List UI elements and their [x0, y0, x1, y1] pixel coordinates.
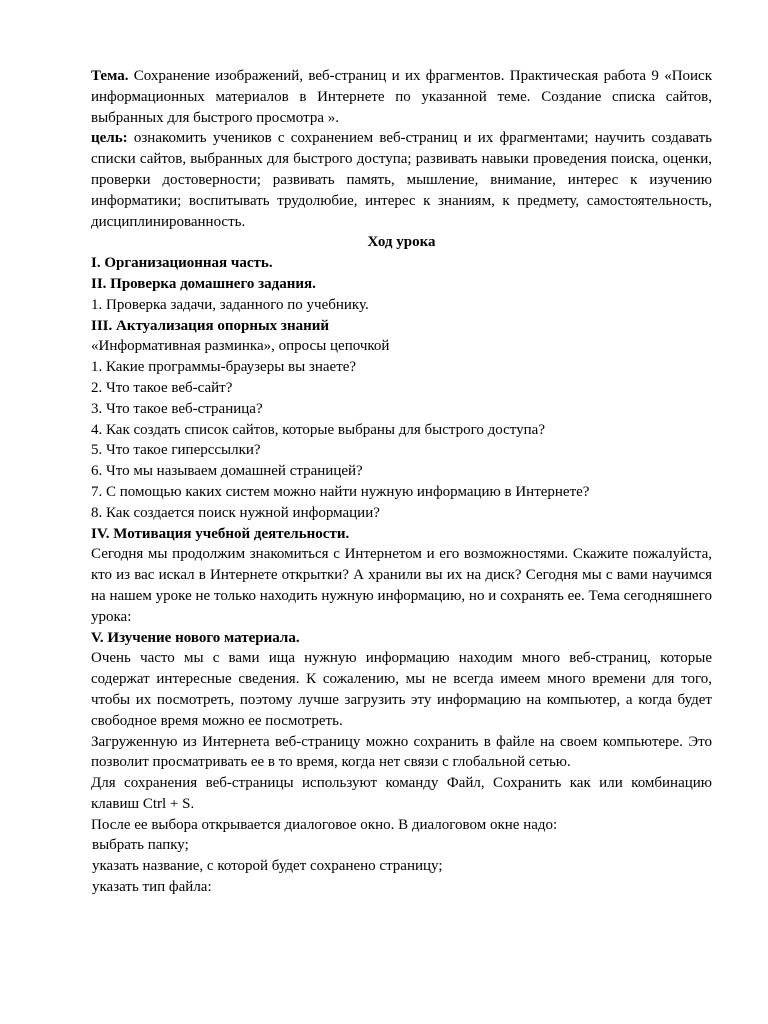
dialog-step: указать название, с которой будет сохранено страницу; [92, 858, 443, 875]
topic-paragraph [91, 66, 712, 128]
section5-paragraph: Загруженную из Интернета веб-страницу можно сохранить в файле на своем компьютере. Это позволит просматривать ее в то время, когда нет связи с глобальной сетью. [91, 733, 712, 771]
section4-text: Сегодня мы продолжим знакомиться с Интернетом и его возможностями. Скажите пожалуйста, кто из вас искал в Интернете открытки? А хранили вы их на диск? Сегодня мы с вами научимся на нашем уроке не только находить нужную информацию, но и сохранять ее. Тема сегодняшнего урока: [91, 546, 712, 625]
topic-label: Тема. [91, 68, 129, 84]
dialog-step: указать тип файла: [92, 879, 212, 896]
section5-paragraph: Очень часто мы с вами ища нужную информацию находим много веб-страниц, которые содержат интересные сведения. К сожалению, мы не всегда имеем много времени для того, чтобы их посмотреть, поэтому лучше загрузить эту информацию на компьютер, а когда будет свободное время можно ее посмотреть. [91, 650, 712, 729]
lesson-title: Ход урока [367, 234, 436, 251]
question-item: 8. Как создается поиск нужной информации? [91, 504, 380, 521]
question-item: 3. Что такое веб-страница? [91, 400, 263, 417]
question-item: 7. С помощью каких систем можно найти нужную информацию в Интернете? [91, 483, 590, 500]
goal-text: ознакомить учеников с сохранением веб-страниц и их фрагментами; научить создавать списки сайтов, выбранных для быстрого доступа; развивать навыки проведения поиска, оценки, проверки достоверности; развивать память, мышление, внимание, интерес к изучению информатики; воспитывать трудолюбие, интерес к знаниям, к предмету, самостоятельность, дисциплинированность. [91, 130, 712, 230]
topic-text: Сохранение изображений, веб-страниц и их фрагментов. Практическая работа 9 «Поиск информационных материалов в Интернете по указанной теме. Создание списка сайтов, выбранных для быстрого просмотра ». [91, 68, 712, 126]
question-item: 1. Какие программы-браузеры вы знаете? [91, 359, 357, 376]
section3-title: III. Актуализация опорных знаний [91, 317, 330, 334]
question-item: 5. Что такое гиперссылки? [91, 442, 261, 459]
dialog-step: выбрать папку; [92, 837, 189, 854]
section5-paragraph: После ее выбора открывается диалоговое окно. В диалоговом окне надо: [91, 816, 558, 833]
section3-subtitle: «Информативная разминка», опросы цепочкой [91, 338, 390, 355]
section1-title: I. Организационная часть. [91, 255, 273, 272]
section2-title: II. Проверка домашнего задания. [91, 275, 316, 292]
section5-title: V. Изучение нового материала. [91, 629, 300, 646]
goal-label: цель: [91, 130, 128, 147]
section2-item: 1. Проверка задачи, заданного по учебнику. [91, 296, 369, 313]
question-item: 6. Что мы называем домашней страницей? [91, 463, 363, 480]
question-item: 2. Что такое веб-сайт? [91, 379, 233, 396]
section5-paragraph: Для сохранения веб-страницы используют команду Файл, Сохранить как или комбинацию клавиш Ctrl + S. [91, 775, 712, 812]
goal-paragraph [91, 128, 712, 232]
question-item: 4. Как создать список сайтов, которые выбраны для быстрого доступа? [91, 421, 545, 438]
section4-title: IV. Мотивация учебной деятельности. [91, 525, 350, 542]
